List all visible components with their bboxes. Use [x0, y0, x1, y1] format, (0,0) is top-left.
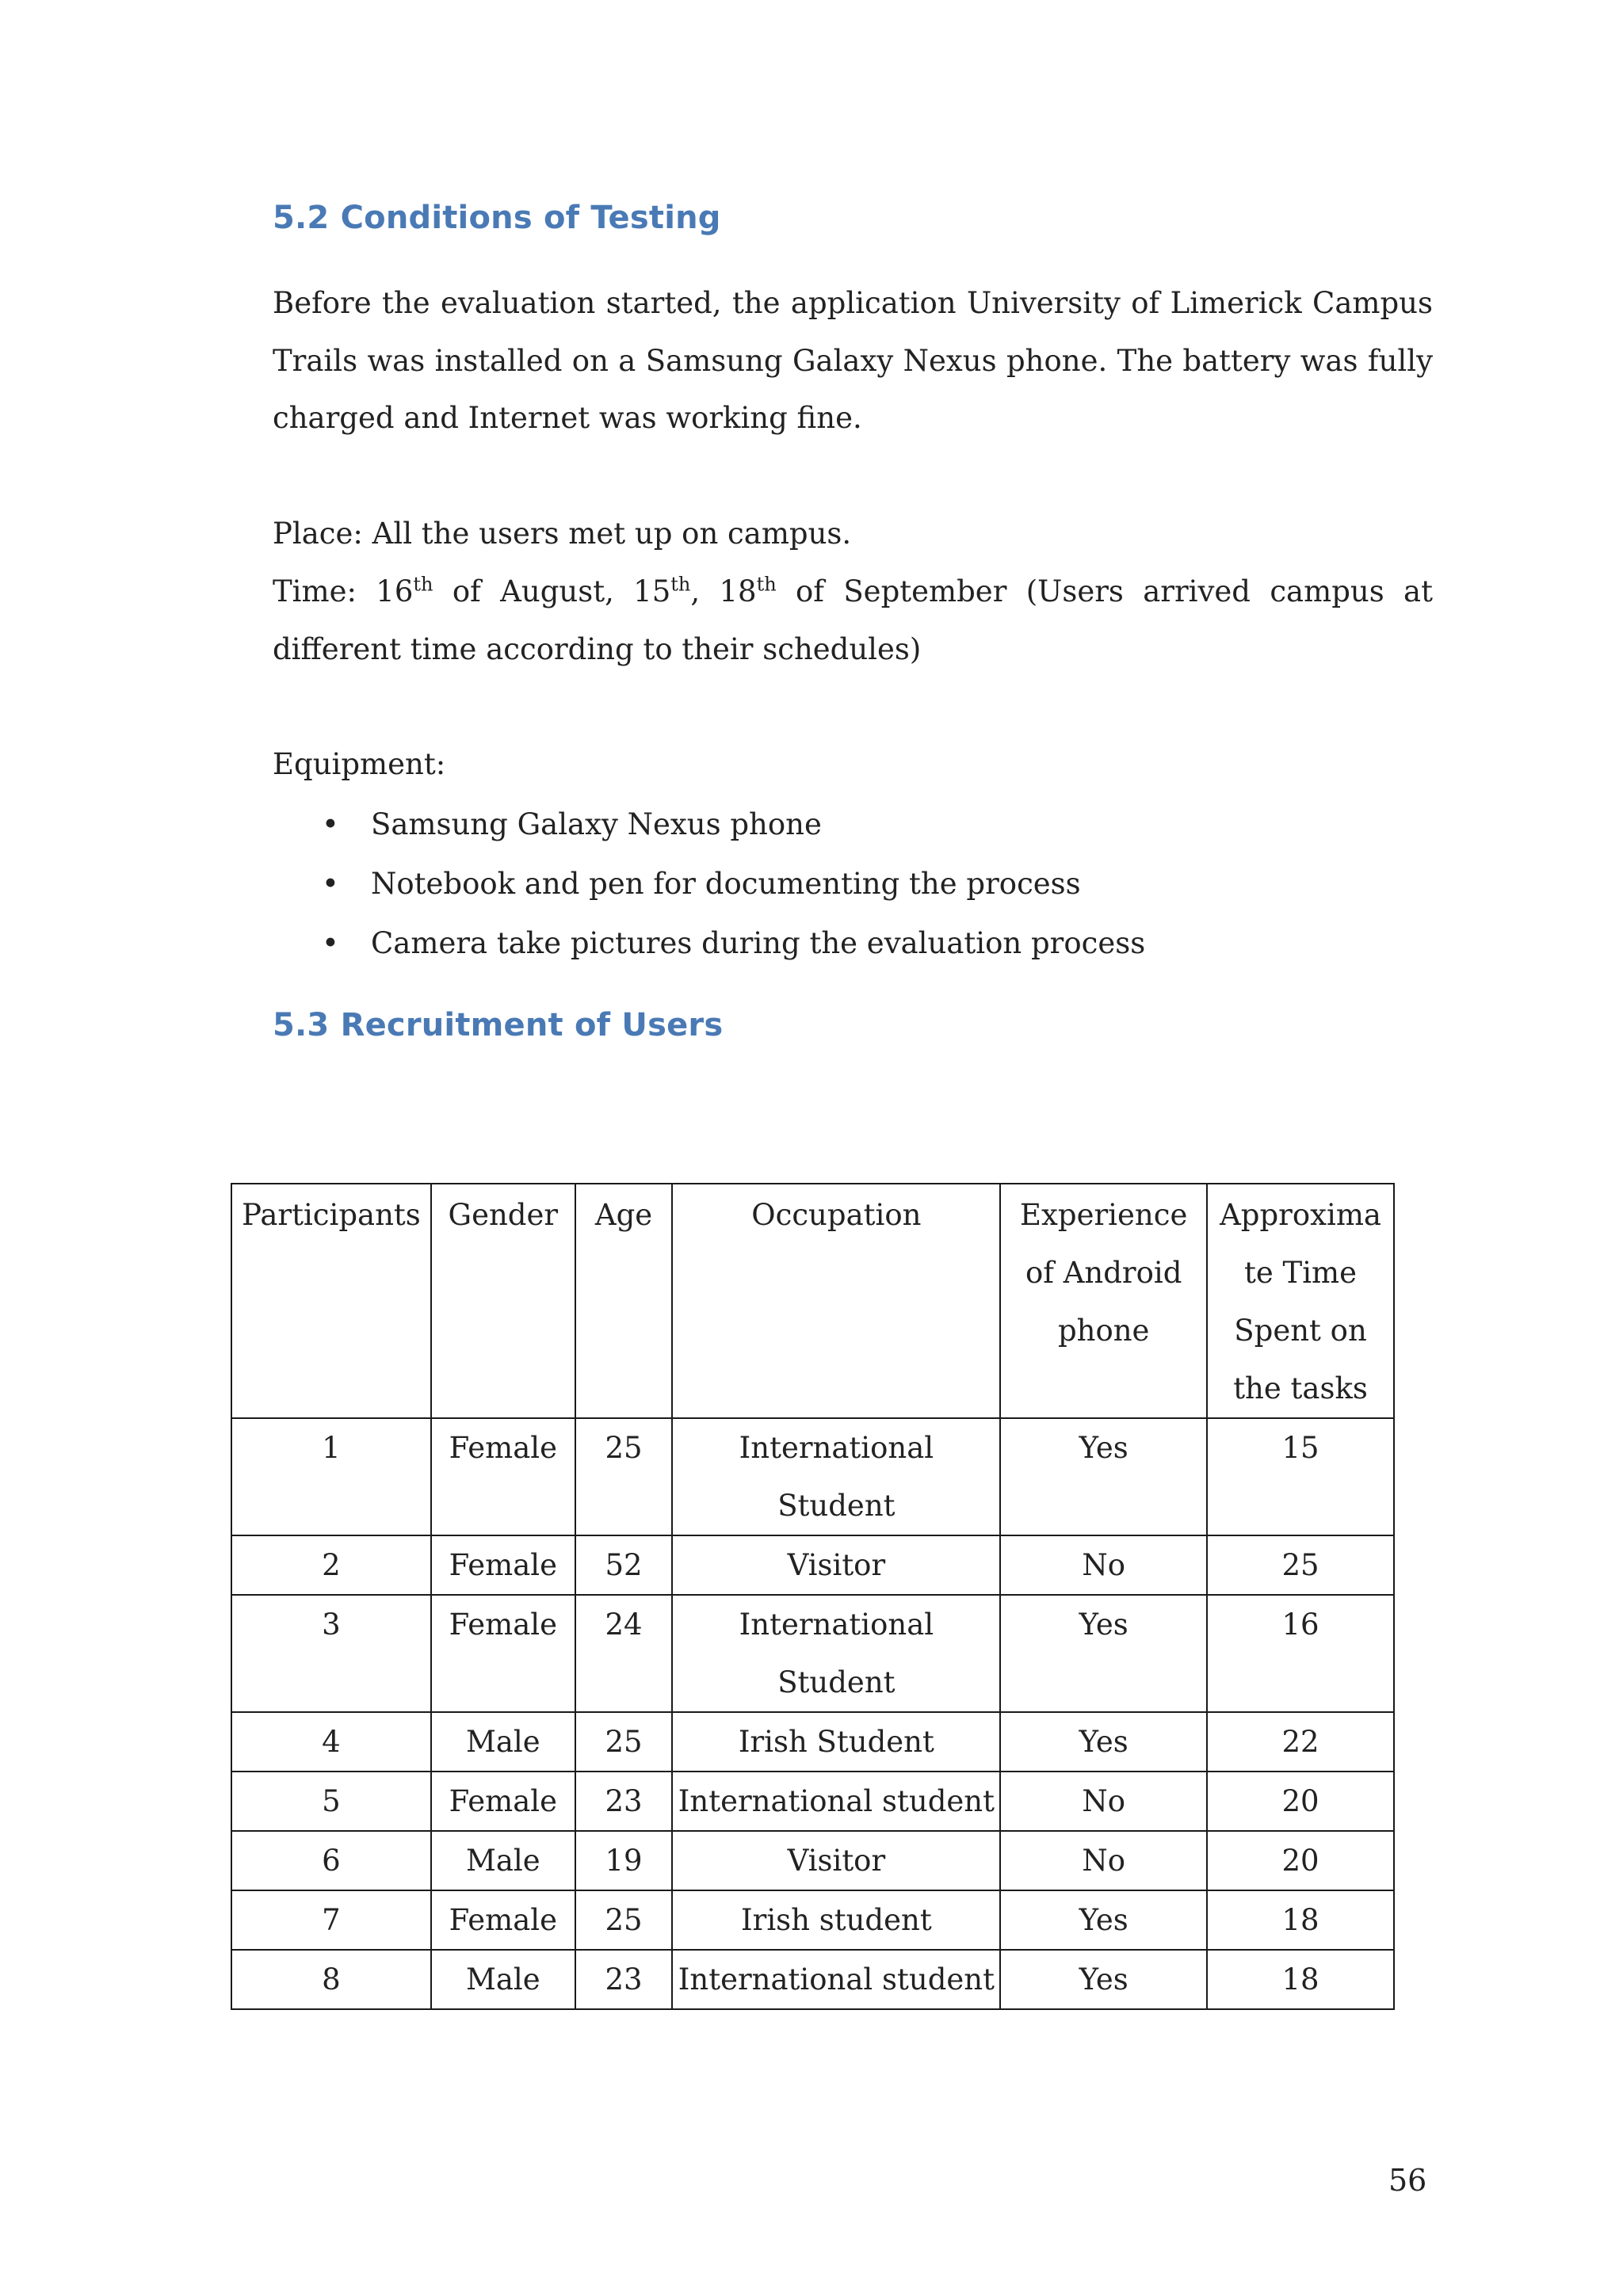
table-row	[231, 1772, 1394, 1831]
cell-experience: Yes	[1000, 1890, 1207, 1950]
cell-gender: Male	[431, 1831, 575, 1890]
header-line: of Android	[1025, 1256, 1182, 1290]
cell-gender: Female	[431, 1595, 575, 1712]
cell-participant: 4	[231, 1712, 431, 1772]
page-number: 56	[1388, 2163, 1427, 2198]
cell-time: 20	[1207, 1772, 1394, 1831]
occupation-line: Student	[777, 1665, 896, 1699]
list-item-text: Notebook and pen for documenting the process	[371, 867, 1081, 901]
cell-age: 25	[575, 1712, 673, 1772]
list-item	[273, 795, 1145, 854]
header-age: Age	[575, 1184, 673, 1418]
time-sup-3: th	[756, 573, 777, 596]
table-header-row	[231, 1184, 1394, 1418]
occupation-line: International	[739, 1608, 934, 1642]
header-experience	[1000, 1184, 1207, 1418]
table-row	[231, 1712, 1394, 1772]
cell-occupation: International student	[672, 1772, 1000, 1831]
bullet-icon: •	[322, 807, 339, 841]
occupation-line: International	[739, 1431, 934, 1465]
cell-time: 18	[1207, 1890, 1394, 1950]
cell-participant: 1	[231, 1418, 431, 1535]
time-sup-2: th	[670, 573, 691, 596]
header-line: the tasks	[1233, 1371, 1368, 1405]
table-row	[231, 1950, 1394, 2009]
bullet-icon: •	[322, 926, 339, 960]
cell-gender: Female	[431, 1772, 575, 1831]
table-row	[231, 1418, 1394, 1535]
intro-paragraph: Before the evaluation started, the application University of Limerick Campus Trails was installed on a Samsung Galaxy Nexus phone. The battery was fully charged and Internet was working fine.	[273, 286, 1433, 435]
cell-time: 20	[1207, 1831, 1394, 1890]
cell-age: 25	[575, 1890, 673, 1950]
cell-participant: 2	[231, 1535, 431, 1595]
header-line: Approxima	[1220, 1198, 1381, 1232]
header-time-spent	[1207, 1184, 1394, 1418]
time-part-3: , 18	[690, 574, 757, 608]
cell-experience: Yes	[1000, 1712, 1207, 1772]
cell-age: 24	[575, 1595, 673, 1712]
cell-experience: Yes	[1000, 1595, 1207, 1712]
header-line: te Time	[1244, 1256, 1358, 1290]
cell-age: 25	[575, 1418, 673, 1535]
cell-gender: Female	[431, 1890, 575, 1950]
table-row	[231, 1831, 1394, 1890]
cell-age: 19	[575, 1831, 673, 1890]
header-gender: Gender	[431, 1184, 575, 1418]
cell-occupation	[672, 1595, 1000, 1712]
header-line: Experience	[1020, 1198, 1188, 1232]
cell-time: 22	[1207, 1712, 1394, 1772]
time-part-2: of August, 15	[433, 574, 671, 608]
cell-occupation: Visitor	[672, 1535, 1000, 1595]
cell-time: 16	[1207, 1595, 1394, 1712]
participants-table	[231, 1183, 1395, 2010]
cell-occupation: Visitor	[672, 1831, 1000, 1890]
cell-participant: 8	[231, 1950, 431, 2009]
cell-experience: No	[1000, 1772, 1207, 1831]
time-line	[273, 563, 1433, 678]
section-heading-recruitment: 5.3 Recruitment of Users	[273, 1007, 724, 1043]
cell-experience: No	[1000, 1831, 1207, 1890]
cell-age: 23	[575, 1950, 673, 2009]
cell-experience: No	[1000, 1535, 1207, 1595]
equipment-list	[273, 795, 1145, 973]
list-item-text: Samsung Galaxy Nexus phone	[371, 807, 822, 841]
equipment-label: Equipment:	[273, 747, 446, 781]
list-item	[273, 854, 1145, 913]
cell-experience: Yes	[1000, 1950, 1207, 2009]
header-occupation: Occupation	[672, 1184, 1000, 1418]
time-part-4: of September (Users arrived campus at different time according to their schedules)	[273, 574, 1433, 666]
section-heading-conditions: 5.2 Conditions of Testing	[273, 200, 721, 236]
cell-occupation: International student	[672, 1950, 1000, 2009]
occupation-line: Student	[777, 1489, 896, 1523]
header-line: phone	[1057, 1314, 1150, 1348]
cell-participant: 6	[231, 1831, 431, 1890]
table-row	[231, 1595, 1394, 1712]
cell-age: 23	[575, 1772, 673, 1831]
cell-time: 18	[1207, 1950, 1394, 2009]
cell-experience: Yes	[1000, 1418, 1207, 1535]
table-row	[231, 1535, 1394, 1595]
bullet-icon: •	[322, 867, 339, 901]
cell-gender: Female	[431, 1418, 575, 1535]
list-item	[273, 913, 1145, 973]
header-line: Spent on	[1234, 1314, 1367, 1348]
header-participants: Participants	[231, 1184, 431, 1418]
list-item-text: Camera take pictures during the evaluation process	[371, 926, 1146, 960]
cell-participant: 7	[231, 1890, 431, 1950]
table-row	[231, 1890, 1394, 1950]
place-line: Place: All the users met up on campus.	[273, 517, 852, 551]
cell-participant: 5	[231, 1772, 431, 1831]
cell-time: 15	[1207, 1418, 1394, 1535]
cell-gender: Male	[431, 1712, 575, 1772]
cell-time: 25	[1207, 1535, 1394, 1595]
cell-occupation: Irish Student	[672, 1712, 1000, 1772]
cell-gender: Male	[431, 1950, 575, 2009]
cell-age: 52	[575, 1535, 673, 1595]
cell-occupation	[672, 1418, 1000, 1535]
cell-occupation: Irish student	[672, 1890, 1000, 1950]
cell-gender: Female	[431, 1535, 575, 1595]
time-part-1: Time: 16	[273, 574, 414, 608]
cell-participant: 3	[231, 1595, 431, 1712]
time-sup-1: th	[413, 573, 433, 596]
